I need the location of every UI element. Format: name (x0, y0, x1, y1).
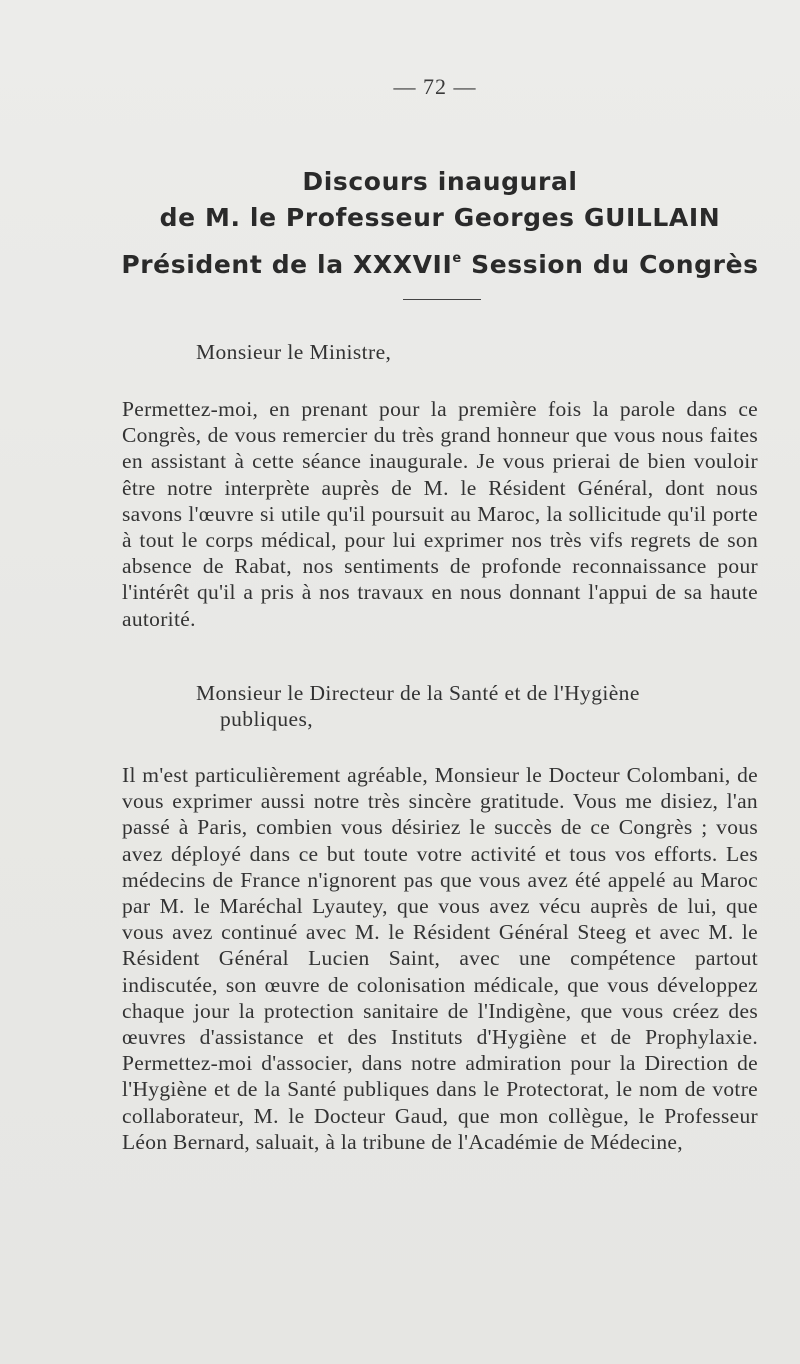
salutation-director-line-1: Monsieur le Directeur de la Santé et de l'Hygiène (196, 681, 640, 705)
paragraph-1 (122, 396, 758, 632)
title-line-3-superscript: e (452, 251, 462, 266)
salutation-minister: Monsieur le Ministre, (196, 340, 392, 364)
title-line-2: de M. le Professeur Georges GUILLAIN (159, 203, 721, 232)
paragraph-1-text: Permettez-moi, en prenant pour la première fois la parole dans ce Congrès, de vous remercier du très grand honneur que vous nous faites en assistant à cette séance inaugurale. Je vous prierai de bien vouloir être notre interprète auprès de M. le Résident Général, dont nous savons l'œuvre si utile qu'il poursuit au Maroc, la sollicitude qu'il porte à tout le corps médical, pour lui exprimer nos très vifs regrets de son absence de Rabat, nos sentiments de profonde reconnaissance pour l'intérêt qu'il a pris à nos travaux en nous donnant l'appui de sa haute autorité. (122, 397, 758, 631)
paragraph-2 (122, 762, 758, 1155)
title-line-1: Discours inaugural (302, 167, 578, 196)
title-line-3-pre: Président de la XXXVII (121, 250, 453, 279)
title-line-3-post: Session du Congrès (461, 250, 759, 279)
title-line-3 (0, 250, 800, 279)
salutation-director (196, 680, 756, 732)
page-number: — 72 — (393, 74, 477, 99)
salutation-director-line-2: publiques, (220, 707, 313, 732)
paragraph-2-text: Il m'est particulièrement agréable, Monsieur le Docteur Colombani, de vous exprimer aussi notre très sincère gratitude. Vous me disiez, l'an passé à Paris, combien vous désiriez le succès de ce Congrès ; vous avez déployé dans ce but toute votre activité et tous vos efforts. Les médecins de France n'ignorent pas que vous avez été appelé au Maroc par M. le Maréchal Lyautey, que vous avez vécu auprès de lui, que vous avez continué avec M. le Résident Général Steeg et avec M. le Résident Général Lucien Saint, avec une compétence partout indiscutée, son œuvre de colonisation médicale, que vous développez chaque jour la protection sanitaire de l'Indigène, que vous créez des œuvres d'assistance et des Instituts d'Hygiène et de Prophylaxie. Permettez-moi d'associer, dans notre admiration pour la Direction de l'Hygiène et de la Santé publiques dans le Protectorat, le nom de votre collaborateur, M. le Docteur Gaud, que mon collègue, le Professeur Léon Bernard, saluait, à la tribune de l'Académie de Médecine, (122, 763, 758, 1154)
title-divider (403, 299, 481, 300)
